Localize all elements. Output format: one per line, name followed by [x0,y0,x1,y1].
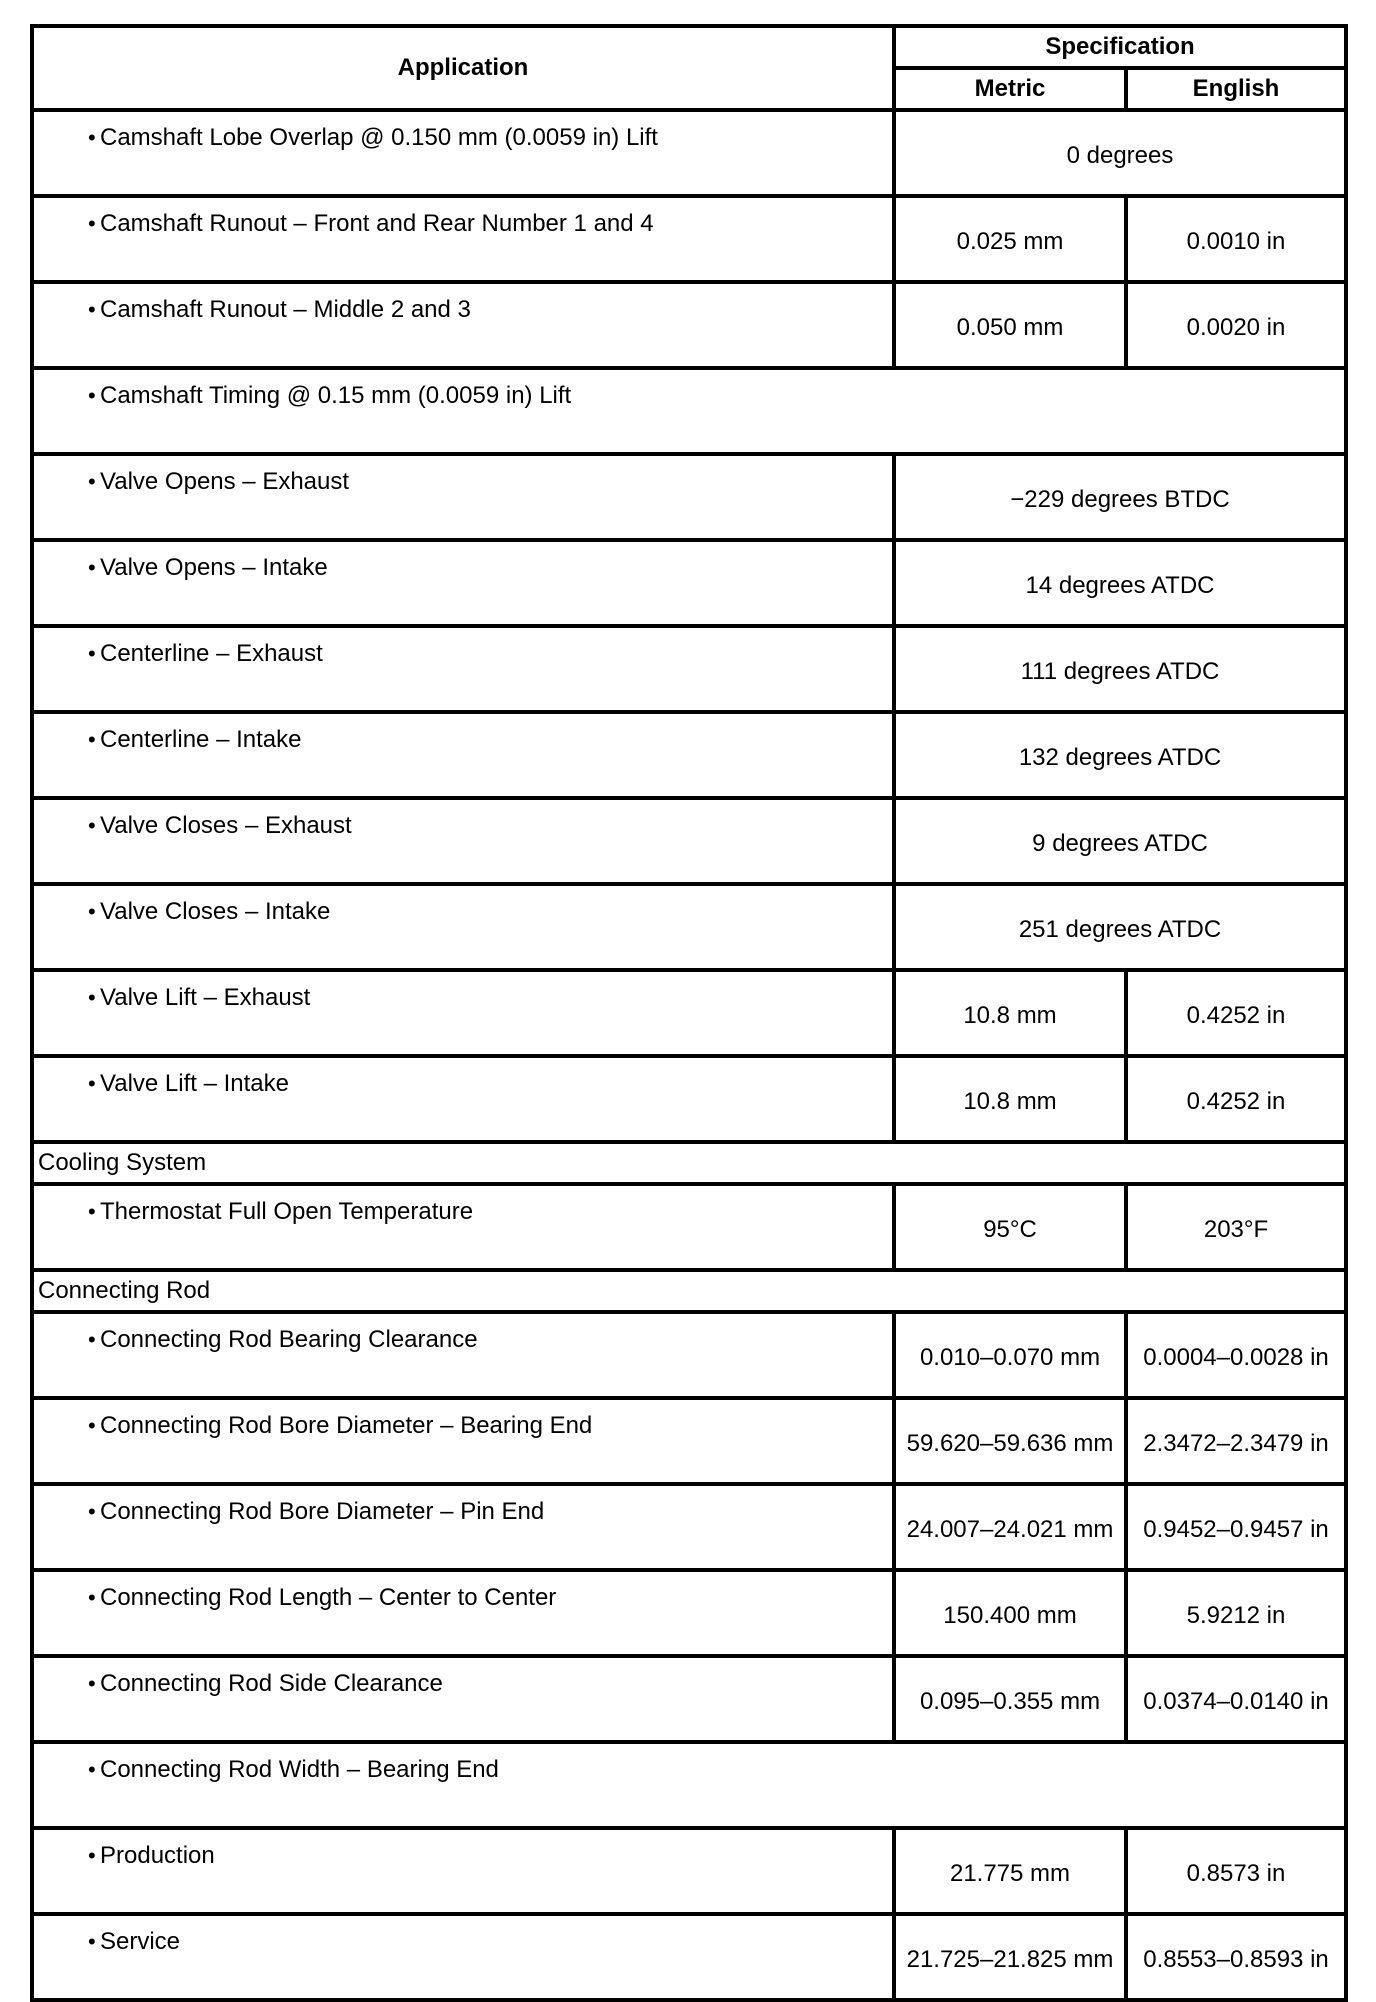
bullet-icon: • [88,469,96,494]
section-row [32,1270,1346,1312]
application-cell [32,1398,894,1484]
metric-value: 0.025 mm [894,196,1126,282]
table-row [32,970,1346,1056]
table-row [32,1914,1346,2000]
application-cell [32,712,894,798]
metric-value: 0.095–0.355 mm [894,1656,1126,1742]
bullet-icon: • [88,985,96,1010]
table-row [32,626,1346,712]
bullet-icon: • [88,1757,96,1782]
bullet-icon: • [88,1199,96,1224]
table-row [32,540,1346,626]
application-cell [32,1742,1346,1828]
application-cell [32,1056,894,1142]
metric-value: 0.010–0.070 mm [894,1312,1126,1398]
metric-value: 24.007–24.021 mm [894,1484,1126,1570]
table-row [32,712,1346,798]
english-value: 0.4252 in [1126,970,1346,1056]
bullet-icon: • [88,1929,96,1954]
specification-header: Specification [894,26,1346,68]
application-label: Service [100,1928,181,1955]
section-label: Cooling System [32,1142,1346,1184]
table-row [32,1742,1346,1828]
bullet-icon: • [88,383,96,408]
application-label: Centerline – Exhaust [100,640,323,667]
metric-value: 59.620–59.636 mm [894,1398,1126,1484]
application-label: Connecting Rod Bore Diameter – Pin End [100,1498,545,1525]
english-value: 2.3472–2.3479 in [1126,1398,1346,1484]
metric-value: 21.775 mm [894,1828,1126,1914]
english-header: English [1126,68,1346,110]
metric-value: 10.8 mm [894,970,1126,1056]
table-row [32,1828,1346,1914]
bullet-icon: • [88,1327,96,1352]
bullet-icon: • [88,211,96,236]
application-cell [32,1828,894,1914]
table-row [32,1056,1346,1142]
section-row [32,1142,1346,1184]
metric-header: Metric [894,68,1126,110]
specification-value: 9 degrees ATDC [894,798,1346,884]
application-cell [32,1184,894,1270]
application-cell [32,626,894,712]
application-label: Valve Closes – Exhaust [100,812,352,839]
bullet-icon: • [88,1843,96,1868]
english-value: 0.8573 in [1126,1828,1346,1914]
application-cell [32,1484,894,1570]
english-value: 203°F [1126,1184,1346,1270]
metric-value: 0.050 mm [894,282,1126,368]
table-row [32,282,1346,368]
bullet-icon: • [88,1071,96,1096]
bullet-icon: • [88,297,96,322]
english-value: 0.0020 in [1126,282,1346,368]
table-row [32,1312,1346,1398]
application-cell [32,368,1346,454]
specification-value: 132 degrees ATDC [894,712,1346,798]
application-cell [32,454,894,540]
table-row [32,1656,1346,1742]
application-label: Camshaft Runout – Middle 2 and 3 [100,296,471,323]
english-value: 0.0374–0.0140 in [1126,1656,1346,1742]
metric-value: 10.8 mm [894,1056,1126,1142]
application-label: Camshaft Runout – Front and Rear Number 1 and 4 [100,210,654,237]
table-row [32,1570,1346,1656]
application-label: Connecting Rod Width – Bearing End [100,1756,499,1783]
application-label: Centerline – Intake [100,726,302,753]
english-value: 5.9212 in [1126,1570,1346,1656]
english-value: 0.4252 in [1126,1056,1346,1142]
application-cell [32,1914,894,2000]
application-label: Valve Lift – Exhaust [100,984,311,1011]
application-label: Valve Opens – Exhaust [100,468,350,495]
application-label: Connecting Rod Bearing Clearance [100,1326,478,1353]
application-cell [32,110,894,196]
bullet-icon: • [88,899,96,924]
application-label: Production [100,1842,215,1869]
table-header [32,26,1346,110]
table-row [32,884,1346,970]
specification-value: 111 degrees ATDC [894,626,1346,712]
application-label: Valve Lift – Intake [100,1070,289,1097]
english-value: 0.8553–0.8593 in [1126,1914,1346,2000]
bullet-icon: • [88,1671,96,1696]
english-value: 0.0010 in [1126,196,1346,282]
metric-value: 95°C [894,1184,1126,1270]
bullet-icon: • [88,813,96,838]
application-header: Application [32,26,894,110]
bullet-icon: • [88,555,96,580]
application-label: Connecting Rod Bore Diameter – Bearing End [100,1412,593,1439]
table-row [32,1484,1346,1570]
metric-value: 150.400 mm [894,1570,1126,1656]
application-cell [32,798,894,884]
application-cell [32,196,894,282]
bullet-icon: • [88,727,96,752]
application-cell [32,1312,894,1398]
bullet-icon: • [88,641,96,666]
application-cell [32,884,894,970]
table-row [32,1184,1346,1270]
application-label: Thermostat Full Open Temperature [100,1198,474,1225]
table-row [32,454,1346,540]
specification-value: 14 degrees ATDC [894,540,1346,626]
bullet-icon: • [88,1413,96,1438]
specification-value: 251 degrees ATDC [894,884,1346,970]
specification-value: −229 degrees BTDC [894,454,1346,540]
english-value: 0.0004–0.0028 in [1126,1312,1346,1398]
bullet-icon: • [88,1499,96,1524]
application-cell [32,970,894,1056]
english-value: 0.9452–0.9457 in [1126,1484,1346,1570]
table-row [32,368,1346,454]
section-label: Connecting Rod [32,1270,1346,1312]
bullet-icon: • [88,125,96,150]
metric-value: 21.725–21.825 mm [894,1914,1126,2000]
table-row [32,196,1346,282]
specification-table [30,24,1348,2002]
application-label: Camshaft Timing @ 0.15 mm (0.0059 in) Lift [100,382,572,409]
application-label: Camshaft Lobe Overlap @ 0.150 mm (0.0059 in) Lift [100,124,658,151]
table-row [32,798,1346,884]
application-label: Connecting Rod Length – Center to Center [100,1584,557,1611]
application-cell [32,540,894,626]
application-label: Valve Closes – Intake [100,898,331,925]
table-body [32,110,1346,2000]
application-label: Valve Opens – Intake [100,554,328,581]
application-label: Connecting Rod Side Clearance [100,1670,443,1697]
application-cell [32,1656,894,1742]
application-cell [32,282,894,368]
application-cell [32,1570,894,1656]
bullet-icon: • [88,1585,96,1610]
specification-value: 0 degrees [894,110,1346,196]
table-row [32,110,1346,196]
table-row [32,1398,1346,1484]
